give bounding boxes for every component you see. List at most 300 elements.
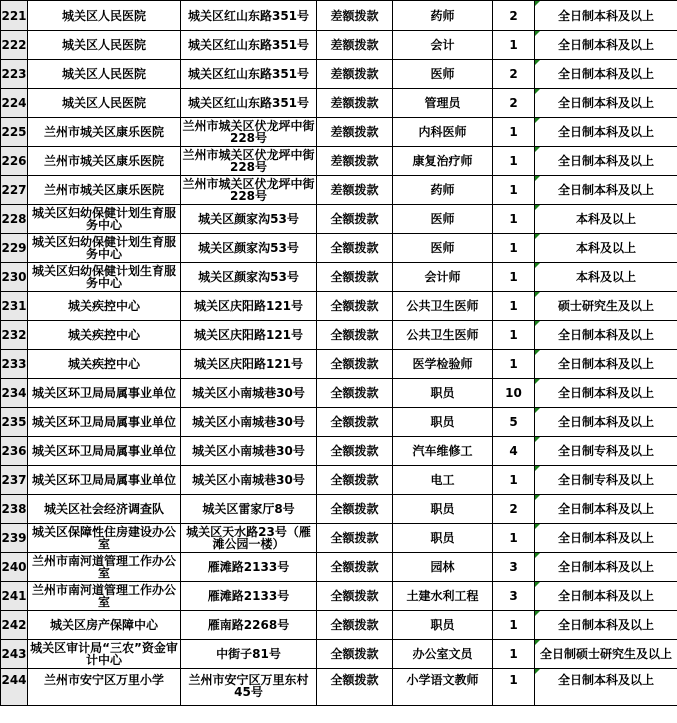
- idx-text: 229: [1, 241, 27, 255]
- row-number-cell[interactable]: [1, 640, 28, 669]
- position-cell[interactable]: [393, 234, 493, 263]
- address-text: 城关区庆阳路121号: [193, 299, 304, 313]
- address-cell[interactable]: [181, 263, 317, 292]
- address-cell[interactable]: [181, 292, 317, 321]
- funding-cell[interactable]: [317, 437, 393, 466]
- position-cell[interactable]: [393, 524, 493, 553]
- count-cell[interactable]: [493, 89, 535, 118]
- requirement-cell[interactable]: [535, 1, 677, 31]
- unit-cell[interactable]: [28, 292, 181, 321]
- requirement-text: 全日制本科及以上: [557, 502, 654, 516]
- funding-cell[interactable]: [317, 263, 393, 292]
- unit-cell[interactable]: [28, 147, 181, 176]
- table-row: [1, 89, 677, 118]
- idx-text: 240: [1, 560, 27, 574]
- funding-text: 差额拨款: [330, 125, 379, 139]
- row-number-cell[interactable]: [1, 1, 28, 31]
- count-cell[interactable]: [493, 31, 535, 60]
- position-text: 医师: [430, 241, 455, 255]
- position-cell[interactable]: [393, 118, 493, 147]
- count-text: 1: [509, 357, 518, 371]
- unit-text: 兰州市南河道管理工作办公室: [31, 554, 176, 580]
- address-cell[interactable]: [181, 147, 317, 176]
- address-text: 城关区红山东路351号: [187, 38, 310, 52]
- unit-cell[interactable]: [28, 350, 181, 379]
- requirement-text: 全日制本科及以上: [557, 38, 654, 52]
- table-row: [1, 205, 677, 234]
- position-cell[interactable]: [393, 495, 493, 524]
- count-cell[interactable]: [493, 263, 535, 292]
- idx-text: 233: [1, 357, 27, 371]
- requirement-cell[interactable]: [535, 640, 677, 669]
- position-text: 职员: [430, 502, 455, 516]
- address-text: 城关区红山东路351号: [187, 96, 310, 110]
- funding-text: 差额拨款: [330, 154, 379, 168]
- unit-cell[interactable]: [28, 1, 181, 31]
- funding-cell[interactable]: [317, 60, 393, 89]
- row-number-cell[interactable]: [1, 205, 28, 234]
- position-cell[interactable]: [393, 1, 493, 31]
- count-text: 1: [509, 154, 518, 168]
- table-row: [1, 234, 677, 263]
- requirement-cell[interactable]: [535, 495, 677, 524]
- requirement-cell[interactable]: [535, 582, 677, 611]
- address-text: 城关区颜家沟53号: [198, 212, 299, 226]
- row-number-cell[interactable]: [1, 466, 28, 495]
- position-text: 办公室文员: [412, 647, 473, 661]
- row-number-cell[interactable]: [1, 118, 28, 147]
- row-number-cell[interactable]: [1, 60, 28, 89]
- position-text: 医学检验师: [412, 357, 473, 371]
- funding-cell[interactable]: [317, 1, 393, 31]
- row-number-cell[interactable]: [1, 408, 28, 437]
- count-cell[interactable]: [493, 176, 535, 205]
- address-text: 兰州市城关区伏龙坪中街228号: [182, 177, 315, 203]
- count-cell[interactable]: [493, 350, 535, 379]
- requirement-cell[interactable]: [535, 234, 677, 263]
- unit-text: 城关区社会经济调查队: [43, 502, 164, 516]
- funding-text: 全额拨款: [330, 618, 379, 632]
- requirement-cell[interactable]: [535, 553, 677, 582]
- funding-text: 全额拨款: [330, 299, 379, 313]
- address-cell[interactable]: [181, 205, 317, 234]
- funding-text: 全额拨款: [330, 357, 379, 371]
- funding-text: 差额拨款: [330, 96, 379, 110]
- funding-cell[interactable]: [317, 118, 393, 147]
- position-text: 土建水利工程: [406, 589, 479, 603]
- unit-text: 城关区审计局“三农”资金审计中心: [30, 641, 178, 667]
- count-text: 1: [509, 299, 518, 313]
- table-row: [1, 611, 677, 640]
- address-cell[interactable]: [181, 31, 317, 60]
- count-cell[interactable]: [493, 611, 535, 640]
- requirement-text: 全日制本科及以上: [557, 328, 654, 342]
- count-cell[interactable]: [493, 60, 535, 89]
- requirement-text: 硕士研究生及以上: [557, 299, 654, 313]
- funding-text: 全额拨款: [330, 444, 379, 458]
- row-number-cell[interactable]: [1, 263, 28, 292]
- row-number-cell[interactable]: [1, 31, 28, 60]
- count-text: 1: [509, 38, 518, 52]
- count-cell[interactable]: [493, 553, 535, 582]
- address-cell[interactable]: [181, 582, 317, 611]
- row-number-cell[interactable]: [1, 147, 28, 176]
- table-row: [1, 118, 677, 147]
- position-text: 公共卫生医师: [406, 299, 479, 313]
- unit-text: 城关区人民医院: [61, 8, 146, 23]
- unit-cell[interactable]: [28, 321, 181, 350]
- table-row: [1, 292, 677, 321]
- requirement-text: 全日制本科及以上: [557, 357, 654, 371]
- count-cell[interactable]: [493, 466, 535, 495]
- unit-text: 城关区妇幼保健计划生育服务中心: [31, 264, 176, 290]
- requirement-cell[interactable]: [535, 176, 677, 205]
- position-cell[interactable]: [393, 640, 493, 669]
- row-number-cell[interactable]: [1, 611, 28, 640]
- address-cell[interactable]: [181, 669, 317, 706]
- funding-text: 全额拨款: [330, 270, 379, 284]
- funding-text: 差额拨款: [330, 8, 379, 23]
- unit-text: 城关区环卫局局属事业单位: [31, 444, 176, 458]
- requirement-text: 本科及以上: [575, 212, 636, 226]
- count-text: 1: [509, 618, 518, 632]
- address-text: 城关区颜家沟53号: [198, 241, 299, 255]
- position-cell[interactable]: [393, 669, 493, 706]
- funding-cell[interactable]: [317, 176, 393, 205]
- address-text: 城关区小南城巷30号: [192, 415, 305, 429]
- count-cell[interactable]: [493, 147, 535, 176]
- count-cell[interactable]: [493, 234, 535, 263]
- funding-cell[interactable]: [317, 640, 393, 669]
- unit-text: 城关区保障性住房建设办公室: [31, 525, 176, 551]
- requirement-cell[interactable]: [535, 408, 677, 437]
- funding-cell[interactable]: [317, 147, 393, 176]
- unit-cell[interactable]: [28, 611, 181, 640]
- idx-text: 228: [1, 212, 27, 226]
- idx-text: 238: [1, 502, 27, 516]
- unit-text: 城关区房产保障中心: [49, 618, 158, 632]
- count-text: 5: [509, 415, 518, 429]
- address-cell[interactable]: [181, 89, 317, 118]
- table-body: [1, 1, 677, 706]
- table-row: [1, 1, 677, 31]
- unit-cell[interactable]: [28, 234, 181, 263]
- idx-text: 227: [1, 183, 27, 197]
- address-cell[interactable]: [181, 350, 317, 379]
- position-cell[interactable]: [393, 60, 493, 89]
- count-cell[interactable]: [493, 408, 535, 437]
- count-cell[interactable]: [493, 292, 535, 321]
- position-cell[interactable]: [393, 205, 493, 234]
- unit-cell[interactable]: [28, 379, 181, 408]
- position-cell[interactable]: [393, 553, 493, 582]
- requirement-cell[interactable]: [535, 379, 677, 408]
- requirement-cell[interactable]: [535, 263, 677, 292]
- requirement-text: 全日制本科及以上: [557, 386, 654, 400]
- count-cell[interactable]: [493, 669, 535, 706]
- unit-cell[interactable]: [28, 31, 181, 60]
- unit-cell[interactable]: [28, 495, 181, 524]
- position-cell[interactable]: [393, 89, 493, 118]
- address-text: 城关区小南城巷30号: [192, 386, 305, 400]
- row-number-cell[interactable]: [1, 292, 28, 321]
- position-cell[interactable]: [393, 321, 493, 350]
- unit-text: 城关区妇幼保健计划生育服务中心: [31, 206, 176, 232]
- idx-text: 234: [1, 386, 27, 400]
- requirement-text: 全日制本科及以上: [557, 8, 654, 23]
- address-text: 城关区红山东路351号: [187, 8, 310, 23]
- requirement-text: 全日制本科及以上: [557, 96, 654, 110]
- unit-cell[interactable]: [28, 176, 181, 205]
- unit-text: 城关疾控中心: [67, 299, 140, 313]
- funding-cell[interactable]: [317, 292, 393, 321]
- position-text: 职员: [430, 618, 455, 632]
- unit-cell[interactable]: [28, 118, 181, 147]
- funding-text: 差额拨款: [330, 67, 379, 81]
- row-number-cell[interactable]: [1, 495, 28, 524]
- position-text: 内科医师: [418, 125, 467, 139]
- unit-cell[interactable]: [28, 553, 181, 582]
- funding-cell[interactable]: [317, 379, 393, 408]
- position-text: 职员: [430, 531, 455, 545]
- row-number-cell[interactable]: [1, 582, 28, 611]
- row-number-cell[interactable]: [1, 669, 28, 706]
- table-row: [1, 669, 677, 706]
- requirement-cell[interactable]: [535, 350, 677, 379]
- funding-cell[interactable]: [317, 234, 393, 263]
- position-cell[interactable]: [393, 176, 493, 205]
- count-text: 1: [509, 125, 518, 139]
- unit-cell[interactable]: [28, 408, 181, 437]
- funding-text: 全额拨款: [330, 589, 379, 603]
- address-cell[interactable]: [181, 466, 317, 495]
- address-text: 城关区雷家厅8号: [202, 502, 295, 516]
- requirement-text: 全日制本科及以上: [557, 618, 654, 632]
- address-cell[interactable]: [181, 640, 317, 669]
- idx-text: 243: [1, 647, 27, 661]
- count-text: 3: [509, 560, 518, 574]
- position-cell[interactable]: [393, 408, 493, 437]
- funding-cell[interactable]: [317, 408, 393, 437]
- requirement-cell[interactable]: [535, 147, 677, 176]
- count-text: 1: [509, 270, 518, 284]
- requirement-cell[interactable]: [535, 611, 677, 640]
- requirement-text: 本科及以上: [575, 270, 636, 284]
- position-text: 电工: [430, 473, 455, 487]
- requirement-text: 全日制本科及以上: [557, 531, 654, 545]
- position-cell[interactable]: [393, 147, 493, 176]
- funding-cell[interactable]: [317, 495, 393, 524]
- unit-cell[interactable]: [28, 640, 181, 669]
- funding-text: 差额拨款: [330, 38, 379, 52]
- position-cell[interactable]: [393, 582, 493, 611]
- row-number-cell[interactable]: [1, 89, 28, 118]
- row-number-cell[interactable]: [1, 350, 28, 379]
- idx-text: 230: [1, 270, 27, 284]
- count-cell[interactable]: [493, 582, 535, 611]
- unit-cell[interactable]: [28, 60, 181, 89]
- unit-cell[interactable]: [28, 669, 181, 706]
- count-text: 10: [505, 386, 522, 400]
- address-cell[interactable]: [181, 60, 317, 89]
- count-text: 1: [509, 241, 518, 255]
- address-text: 雁滩路2133号: [207, 589, 290, 603]
- requirement-cell[interactable]: [535, 89, 677, 118]
- table-row: [1, 176, 677, 205]
- funding-cell[interactable]: [317, 350, 393, 379]
- address-cell[interactable]: [181, 437, 317, 466]
- address-cell[interactable]: [181, 408, 317, 437]
- count-cell[interactable]: [493, 640, 535, 669]
- unit-cell[interactable]: [28, 205, 181, 234]
- idx-text: 239: [1, 531, 27, 545]
- count-cell[interactable]: [493, 524, 535, 553]
- requirement-text: 全日制本科及以上: [557, 589, 654, 603]
- address-cell[interactable]: [181, 176, 317, 205]
- row-number-cell[interactable]: [1, 176, 28, 205]
- funding-cell[interactable]: [317, 466, 393, 495]
- idx-text: 236: [1, 444, 27, 458]
- row-number-cell[interactable]: [1, 553, 28, 582]
- address-cell[interactable]: [181, 495, 317, 524]
- address-text: 城关区庆阳路121号: [193, 328, 304, 342]
- address-text: 兰州市安宁区万里东村45号: [188, 673, 309, 699]
- position-cell[interactable]: [393, 611, 493, 640]
- address-cell[interactable]: [181, 234, 317, 263]
- funding-cell[interactable]: [317, 31, 393, 60]
- unit-cell[interactable]: [28, 466, 181, 495]
- position-text: 汽车维修工: [412, 444, 473, 458]
- address-cell[interactable]: [181, 524, 317, 553]
- funding-cell[interactable]: [317, 582, 393, 611]
- funding-text: 全额拨款: [330, 328, 379, 342]
- requirement-text: 全日制硕士研究生及以上: [539, 647, 672, 661]
- unit-cell[interactable]: [28, 89, 181, 118]
- position-text: 职员: [430, 415, 455, 429]
- funding-cell[interactable]: [317, 89, 393, 118]
- funding-cell[interactable]: [317, 611, 393, 640]
- row-number-cell[interactable]: [1, 524, 28, 553]
- address-text: 雁滩路2133号: [207, 560, 290, 574]
- count-text: 2: [509, 502, 518, 516]
- address-cell[interactable]: [181, 379, 317, 408]
- count-cell[interactable]: [493, 1, 535, 31]
- count-text: 1: [509, 647, 518, 661]
- row-number-cell[interactable]: [1, 321, 28, 350]
- funding-text: 全额拨款: [330, 415, 379, 429]
- count-text: 1: [509, 328, 518, 342]
- position-text: 职员: [430, 386, 455, 400]
- requirement-cell[interactable]: [535, 205, 677, 234]
- unit-text: 兰州市安宁区万里小学: [43, 673, 164, 687]
- address-text: 雁南路2268号: [207, 618, 290, 632]
- row-number-cell[interactable]: [1, 379, 28, 408]
- address-cell[interactable]: [181, 553, 317, 582]
- idx-text: 241: [1, 589, 27, 603]
- address-cell[interactable]: [181, 1, 317, 31]
- unit-text: 城关疾控中心: [67, 357, 140, 371]
- funding-cell[interactable]: [317, 524, 393, 553]
- count-cell[interactable]: [493, 495, 535, 524]
- funding-cell[interactable]: [317, 553, 393, 582]
- address-text: 兰州市城关区伏龙坪中街228号: [182, 119, 315, 145]
- count-cell[interactable]: [493, 205, 535, 234]
- idx-text: 226: [1, 154, 27, 168]
- table-row: [1, 60, 677, 89]
- count-text: 1: [509, 473, 518, 487]
- funding-cell[interactable]: [317, 205, 393, 234]
- count-text: 1: [509, 183, 518, 197]
- funding-cell[interactable]: [317, 321, 393, 350]
- unit-text: 城关区人民医院: [61, 96, 146, 110]
- unit-cell[interactable]: [28, 582, 181, 611]
- unit-text: 城关区妇幼保健计划生育服务中心: [31, 235, 176, 261]
- address-cell[interactable]: [181, 611, 317, 640]
- table-row: [1, 466, 677, 495]
- address-text: 中街子81号: [216, 647, 281, 661]
- position-cell[interactable]: [393, 466, 493, 495]
- row-number-cell[interactable]: [1, 437, 28, 466]
- address-text: 城关区红山东路351号: [187, 67, 310, 81]
- position-cell[interactable]: [393, 263, 493, 292]
- requirement-cell[interactable]: [535, 118, 677, 147]
- unit-text: 城关区人民医院: [61, 67, 146, 81]
- count-cell[interactable]: [493, 379, 535, 408]
- position-text: 会计师: [424, 270, 461, 284]
- idx-text: 242: [1, 618, 27, 632]
- requirement-cell[interactable]: [535, 437, 677, 466]
- funding-text: 全额拨款: [330, 212, 379, 226]
- unit-cell[interactable]: [28, 263, 181, 292]
- funding-text: 差额拨款: [330, 183, 379, 197]
- requirement-cell[interactable]: [535, 524, 677, 553]
- count-cell[interactable]: [493, 321, 535, 350]
- position-text: 公共卫生医师: [406, 328, 479, 342]
- count-text: 3: [509, 589, 518, 603]
- requirement-cell[interactable]: [535, 466, 677, 495]
- count-cell[interactable]: [493, 437, 535, 466]
- count-text: 2: [509, 8, 518, 23]
- position-cell[interactable]: [393, 437, 493, 466]
- requirement-text: 全日制本科及以上: [557, 67, 654, 81]
- funding-cell[interactable]: [317, 669, 393, 706]
- count-text: 2: [509, 67, 518, 81]
- address-cell[interactable]: [181, 321, 317, 350]
- count-cell[interactable]: [493, 118, 535, 147]
- address-text: 城关区天水路23号（雁滩公园一楼）: [186, 525, 311, 551]
- requirement-cell[interactable]: [535, 669, 677, 706]
- requirement-cell[interactable]: [535, 292, 677, 321]
- requirement-cell[interactable]: [535, 31, 677, 60]
- position-text: 园林: [430, 560, 455, 574]
- funding-text: 全额拨款: [330, 386, 379, 400]
- row-number-cell[interactable]: [1, 234, 28, 263]
- requirement-cell[interactable]: [535, 321, 677, 350]
- count-text: 1: [509, 212, 518, 226]
- position-cell[interactable]: [393, 379, 493, 408]
- position-cell[interactable]: [393, 292, 493, 321]
- address-cell[interactable]: [181, 118, 317, 147]
- funding-text: 全额拨款: [330, 473, 379, 487]
- position-cell[interactable]: [393, 31, 493, 60]
- funding-text: 全额拨款: [330, 531, 379, 545]
- idx-text: 232: [1, 328, 27, 342]
- unit-cell[interactable]: [28, 524, 181, 553]
- position-cell[interactable]: [393, 350, 493, 379]
- requirement-text: 全日制专科及以上: [557, 473, 654, 487]
- unit-cell[interactable]: [28, 437, 181, 466]
- requirement-cell[interactable]: [535, 60, 677, 89]
